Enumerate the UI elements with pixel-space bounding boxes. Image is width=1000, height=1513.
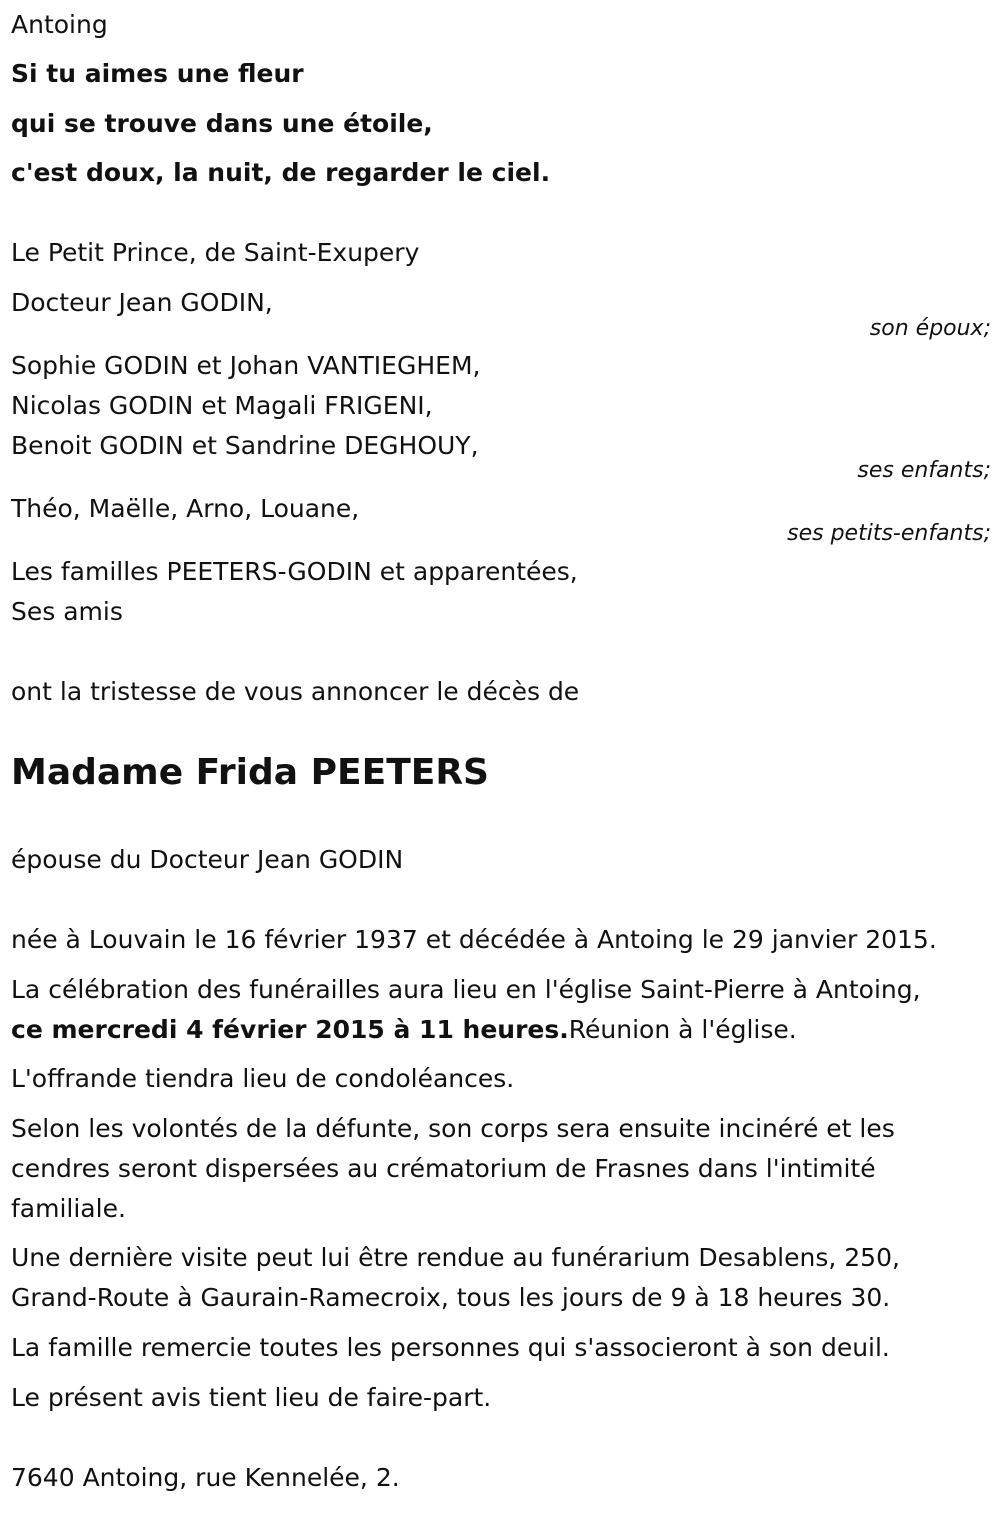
friends: Ses amis (11, 597, 123, 626)
ceremony-intro: La célébration des funérailles aura lieu en l'église Saint-Pierre à Antoing, (11, 975, 921, 1004)
ceremony-date: ce mercredi 4 février 2015 à 11 heures. (11, 1015, 569, 1044)
deceased-relation: épouse du Docteur Jean GODIN (11, 845, 404, 874)
grandchildren-role: ses petits-enfants; (787, 521, 991, 546)
ceremony-date-line (11, 1010, 797, 1050)
spouse-name: Docteur Jean GODIN, (11, 288, 273, 317)
quote-line: c'est doux, la nuit, de regarder le ciel. (11, 158, 551, 187)
grandchildren-names: Théo, Maëlle, Arno, Louane, (11, 494, 360, 523)
quote-source: Le Petit Prince, de Saint-Exupery (11, 238, 420, 267)
thanks-text: La famille remercie toutes les personnes qui s'associeront à son deuil. (11, 1333, 890, 1362)
children-role: ses enfants; (857, 458, 991, 483)
notice-text: Le présent avis tient lieu de faire-part. (11, 1383, 492, 1412)
quote-line: qui se trouve dans une étoile, (11, 109, 433, 138)
family-address: 7640 Antoing, rue Kennelée, 2. (11, 1463, 400, 1492)
list-item: Sophie GODIN et Johan VANTIEGHEM, (11, 351, 481, 380)
spouse-role: son époux; (869, 316, 991, 341)
ceremony-meeting: Réunion à l'église. (568, 1015, 797, 1044)
list-item: Benoit GODIN et Sandrine DEGHOUY, (11, 431, 479, 460)
announcement-text: ont la tristesse de vous annoncer le décès de (11, 677, 580, 706)
cremation-text: Selon les volontés de la défunte, son corps sera ensuite incinéré et les cendres seront dispersées au crématorium de Frasnes dans l'intimité familiale. (11, 1114, 895, 1223)
quote-line: Si tu aimes une fleur (11, 59, 304, 88)
other-family: Les familles PEETERS-GODIN et apparentées, (11, 557, 578, 586)
offering-text: L'offrande tiendra lieu de condoléances. (11, 1064, 515, 1093)
list-item: Nicolas GODIN et Magali FRIGENI, (11, 391, 433, 420)
visit-text: Une dernière visite peut lui être rendue au funérarium Desablens, 250, Grand-Route à Gaurain-Ramecroix, tous les jours de 9 à 18 heures 30. (11, 1243, 900, 1312)
birth-death-dates: née à Louvain le 16 février 1937 et décédée à Antoing le 29 janvier 2015. (11, 925, 937, 954)
location-header: Antoing (11, 10, 108, 39)
deceased-name: Madame Frida PEETERS (11, 752, 489, 793)
